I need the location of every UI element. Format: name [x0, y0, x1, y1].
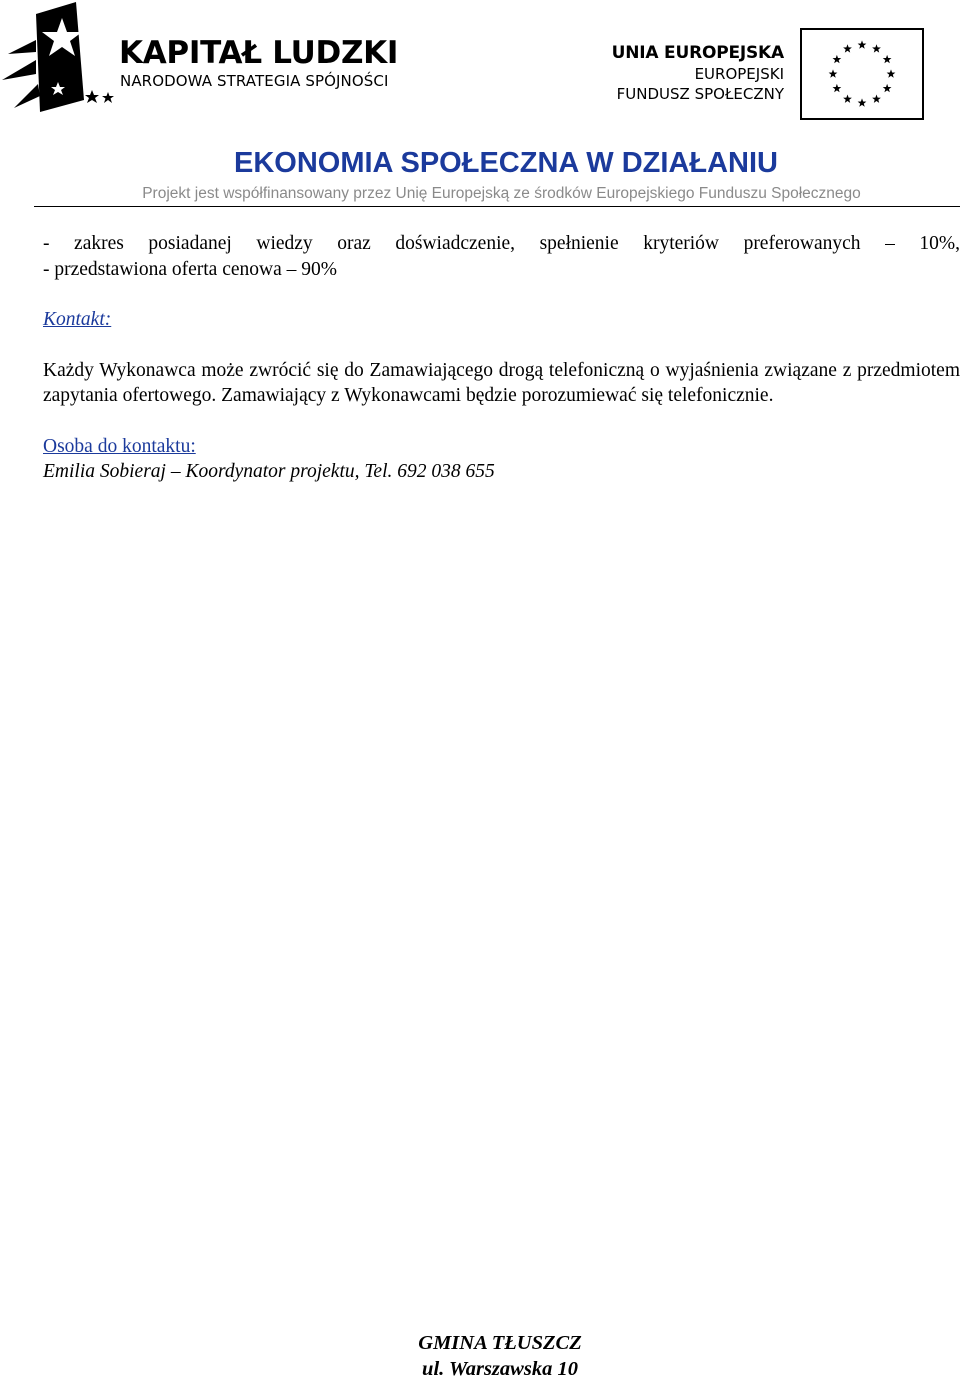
contact-person-label: Osoba do kontaktu: — [43, 435, 196, 457]
header-divider — [34, 206, 960, 207]
eu-fund-label — [612, 42, 784, 104]
contact-heading: Kontakt: — [43, 309, 112, 330]
document-footer — [0, 1330, 960, 1382]
eu-line-3: FUNDUSZ SPOŁECZNY — [616, 85, 784, 103]
kapital-ludzki-logo-icon — [0, 0, 115, 118]
criteria-item-price: - przedstawiona oferta cenowa – 90% — [43, 258, 337, 280]
kapital-ludzki-title: KAPITAŁ LUDZKI — [119, 35, 399, 71]
contact-paragraph: Każdy Wykonawca może zwrócić się do Zamawiającego drogą telefoniczną o wyjaśnienia związane z przedmiotem zapytania ofertowego. Zamawiający z Wykonawcami będzie porozumiewać się telefonicznie. — [43, 359, 960, 406]
eu-line-2: EUROPEJSKI — [694, 65, 784, 83]
criteria-item-experience: - zakres posiadanej wiedzy oraz doświadczenie, spełnienie kryteriów preferowanych – 10%, — [43, 233, 960, 254]
kapital-ludzki-subtitle: NARODOWA STRATEGIA SPÓJNOŚCI — [120, 72, 389, 90]
project-subtitle: Projekt jest współfinansowany przez Unię Europejską ze środków Europejskiego Funduszu Społecznego — [142, 185, 861, 202]
footer-address: ul. Warszawska 10 — [422, 1358, 578, 1380]
footer-municipality: GMINA TŁUSZCZ — [418, 1332, 582, 1354]
contact-person: Emilia Sobieraj – Koordynator projektu, Tel. 692 038 655 — [43, 461, 495, 482]
document-body — [43, 231, 960, 485]
eu-line-1: UNIA EUROPEJSKA — [611, 43, 784, 63]
project-title: EKONOMIA SPOŁECZNA W DZIAŁANIU — [234, 147, 778, 179]
eu-flag-icon — [800, 28, 924, 120]
